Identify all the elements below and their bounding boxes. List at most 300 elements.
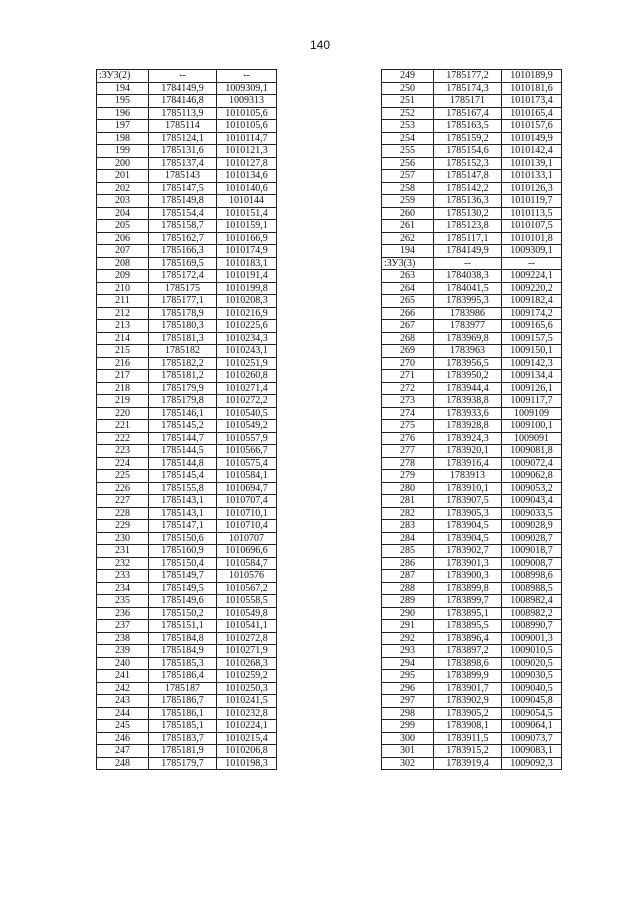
y-coordinate-cell: 1009313 bbox=[217, 95, 277, 108]
table-row bbox=[382, 307, 562, 320]
y-coordinate-cell: 1008982,2 bbox=[502, 607, 562, 620]
table-row bbox=[382, 432, 562, 445]
point-number-cell: 298 bbox=[382, 707, 434, 720]
point-number-cell: 223 bbox=[97, 445, 149, 458]
x-coordinate-cell: 1783916,4 bbox=[434, 457, 502, 470]
x-coordinate-cell: 1783905,2 bbox=[434, 707, 502, 720]
x-coordinate-cell: 1785166,3 bbox=[149, 245, 217, 258]
y-coordinate-cell: 1009053,2 bbox=[502, 482, 562, 495]
y-coordinate-cell: 1009220,2 bbox=[502, 282, 562, 295]
table-row bbox=[382, 482, 562, 495]
x-coordinate-cell: 1785150,4 bbox=[149, 557, 217, 570]
point-number-cell: 294 bbox=[382, 657, 434, 670]
y-coordinate-cell: 1009028,9 bbox=[502, 520, 562, 533]
point-number-cell: 279 bbox=[382, 470, 434, 483]
y-coordinate-cell: 1010159,1 bbox=[217, 220, 277, 233]
table-row bbox=[97, 382, 277, 395]
y-coordinate-cell: 1009100,1 bbox=[502, 420, 562, 433]
point-number-cell: 230 bbox=[97, 532, 149, 545]
x-coordinate-cell: 1785179,9 bbox=[149, 382, 217, 395]
point-number-cell: 270 bbox=[382, 357, 434, 370]
point-number-cell: 215 bbox=[97, 345, 149, 358]
table-row bbox=[382, 282, 562, 295]
x-coordinate-cell: 1783907,5 bbox=[434, 495, 502, 508]
point-number-cell: 295 bbox=[382, 670, 434, 683]
y-coordinate-cell: 1010225,6 bbox=[217, 320, 277, 333]
point-number-cell: 289 bbox=[382, 595, 434, 608]
x-coordinate-cell: 1783928,8 bbox=[434, 420, 502, 433]
table-row bbox=[382, 545, 562, 558]
point-number-cell: 209 bbox=[97, 270, 149, 283]
x-coordinate-cell: 1783910,1 bbox=[434, 482, 502, 495]
x-coordinate-cell: 1785143 bbox=[149, 170, 217, 183]
table-row bbox=[97, 182, 277, 195]
y-coordinate-cell: 1009018,7 bbox=[502, 545, 562, 558]
table-row bbox=[97, 420, 277, 433]
point-number-cell: 284 bbox=[382, 532, 434, 545]
table-row bbox=[97, 70, 277, 83]
y-coordinate-cell: 1010250,3 bbox=[217, 682, 277, 695]
table-row bbox=[382, 382, 562, 395]
x-coordinate-cell: 1783899,8 bbox=[434, 582, 502, 595]
y-coordinate-cell: 1010243,1 bbox=[217, 345, 277, 358]
table-row bbox=[97, 295, 277, 308]
point-number-cell: 257 bbox=[382, 170, 434, 183]
table-row bbox=[382, 220, 562, 233]
x-coordinate-cell: 1785130,2 bbox=[434, 207, 502, 220]
point-number-cell: 247 bbox=[97, 745, 149, 758]
table-row bbox=[382, 532, 562, 545]
y-coordinate-cell: 1009030,5 bbox=[502, 670, 562, 683]
page-number: 140 bbox=[309, 38, 331, 52]
x-coordinate-cell: 1783904,5 bbox=[434, 520, 502, 533]
x-coordinate-cell: 1785152,3 bbox=[434, 157, 502, 170]
x-coordinate-cell: -- bbox=[434, 257, 502, 270]
point-number-cell: 210 bbox=[97, 282, 149, 295]
point-number-cell: 278 bbox=[382, 457, 434, 470]
x-coordinate-cell: 1783897,2 bbox=[434, 645, 502, 658]
y-coordinate-cell: 1010710,1 bbox=[217, 507, 277, 520]
y-coordinate-cell: 1008998,6 bbox=[502, 570, 562, 583]
point-number-cell: 198 bbox=[97, 132, 149, 145]
x-coordinate-cell: 1785167,4 bbox=[434, 107, 502, 120]
table-row bbox=[97, 307, 277, 320]
point-number-cell: 228 bbox=[97, 507, 149, 520]
point-number-cell: 280 bbox=[382, 482, 434, 495]
point-number-cell: 232 bbox=[97, 557, 149, 570]
table-row bbox=[97, 82, 277, 95]
y-coordinate-cell: 1009150,1 bbox=[502, 345, 562, 358]
x-coordinate-cell: 1784149,9 bbox=[434, 245, 502, 258]
x-coordinate-cell: 1785142,2 bbox=[434, 182, 502, 195]
x-coordinate-cell: 1785150,2 bbox=[149, 607, 217, 620]
table-row bbox=[382, 620, 562, 633]
x-coordinate-cell: 1785143,1 bbox=[149, 507, 217, 520]
x-coordinate-cell: 1785147,1 bbox=[149, 520, 217, 533]
point-number-cell: 285 bbox=[382, 545, 434, 558]
point-number-cell: 206 bbox=[97, 232, 149, 245]
coordinates-table-left bbox=[96, 69, 277, 770]
x-coordinate-cell: 1783901,3 bbox=[434, 557, 502, 570]
y-coordinate-cell: 1010224,1 bbox=[217, 720, 277, 733]
table-row bbox=[382, 495, 562, 508]
x-coordinate-cell: 1783995,3 bbox=[434, 295, 502, 308]
table-row bbox=[97, 495, 277, 508]
y-coordinate-cell: 1010142,4 bbox=[502, 145, 562, 158]
x-coordinate-cell: 1785186,4 bbox=[149, 670, 217, 683]
x-coordinate-cell: 1783904,5 bbox=[434, 532, 502, 545]
x-coordinate-cell: 1785169,5 bbox=[149, 257, 217, 270]
y-coordinate-cell: 1010127,8 bbox=[217, 157, 277, 170]
table-row bbox=[97, 720, 277, 733]
y-coordinate-cell: 1009182,4 bbox=[502, 295, 562, 308]
y-coordinate-cell: 1010166,9 bbox=[217, 232, 277, 245]
section-label-cell: :ЗУ3(2) bbox=[97, 70, 149, 83]
y-coordinate-cell: 1010558,5 bbox=[217, 595, 277, 608]
table-row bbox=[382, 570, 562, 583]
y-coordinate-cell: 1010234,3 bbox=[217, 332, 277, 345]
x-coordinate-cell: 1785179,7 bbox=[149, 757, 217, 770]
table-row bbox=[97, 482, 277, 495]
table-row bbox=[97, 120, 277, 133]
x-coordinate-cell: 1785150,6 bbox=[149, 532, 217, 545]
section-label-cell: :ЗУ3(3) bbox=[382, 257, 434, 270]
table-row bbox=[97, 645, 277, 658]
x-coordinate-cell: 1783986 bbox=[434, 307, 502, 320]
point-number-cell: 194 bbox=[97, 82, 149, 95]
table-row bbox=[382, 295, 562, 308]
table-row bbox=[382, 445, 562, 458]
table-row bbox=[382, 245, 562, 258]
x-coordinate-cell: 1785151,1 bbox=[149, 620, 217, 633]
point-number-cell: 272 bbox=[382, 382, 434, 395]
point-number-cell: 242 bbox=[97, 682, 149, 695]
y-coordinate-cell: 1010113,5 bbox=[502, 207, 562, 220]
table-row bbox=[382, 357, 562, 370]
x-coordinate-cell: 1785123,8 bbox=[434, 220, 502, 233]
point-number-cell: 249 bbox=[382, 70, 434, 83]
x-coordinate-cell: 1785114 bbox=[149, 120, 217, 133]
y-coordinate-cell: 1010165,4 bbox=[502, 107, 562, 120]
table-row bbox=[382, 595, 562, 608]
table-row bbox=[97, 545, 277, 558]
point-number-cell: 222 bbox=[97, 432, 149, 445]
point-number-cell: 264 bbox=[382, 282, 434, 295]
x-coordinate-cell: 1785184,8 bbox=[149, 632, 217, 645]
y-coordinate-cell: 1010271,4 bbox=[217, 382, 277, 395]
y-coordinate-cell: 1010134,6 bbox=[217, 170, 277, 183]
y-coordinate-cell: 1010133,1 bbox=[502, 170, 562, 183]
point-number-cell: 227 bbox=[97, 495, 149, 508]
y-coordinate-cell: 1010710,4 bbox=[217, 520, 277, 533]
x-coordinate-cell: 1783905,3 bbox=[434, 507, 502, 520]
x-coordinate-cell: 1783944,4 bbox=[434, 382, 502, 395]
y-coordinate-cell: 1009224,1 bbox=[502, 270, 562, 283]
table-row bbox=[97, 745, 277, 758]
table-row bbox=[97, 595, 277, 608]
y-coordinate-cell: 1010107,5 bbox=[502, 220, 562, 233]
y-coordinate-cell: 1010199,8 bbox=[217, 282, 277, 295]
y-coordinate-cell: 1010707 bbox=[217, 532, 277, 545]
y-coordinate-cell: 1010181,6 bbox=[502, 82, 562, 95]
y-coordinate-cell: 1009165,6 bbox=[502, 320, 562, 333]
y-coordinate-cell: 1010183,1 bbox=[217, 257, 277, 270]
x-coordinate-cell: 1785154,4 bbox=[149, 207, 217, 220]
y-coordinate-cell: 1010584,1 bbox=[217, 470, 277, 483]
table-row bbox=[97, 757, 277, 770]
table-row bbox=[382, 82, 562, 95]
y-coordinate-cell: 1009001,3 bbox=[502, 632, 562, 645]
point-number-cell: 290 bbox=[382, 607, 434, 620]
x-coordinate-cell: 1785186,1 bbox=[149, 707, 217, 720]
table-row bbox=[382, 695, 562, 708]
point-number-cell: 236 bbox=[97, 607, 149, 620]
point-number-cell: 225 bbox=[97, 470, 149, 483]
point-number-cell: 237 bbox=[97, 620, 149, 633]
point-number-cell: 235 bbox=[97, 595, 149, 608]
y-coordinate-cell: 1010549,8 bbox=[217, 607, 277, 620]
table-row bbox=[382, 557, 562, 570]
x-coordinate-cell: 1785182 bbox=[149, 345, 217, 358]
point-number-cell: 286 bbox=[382, 557, 434, 570]
table-row bbox=[97, 620, 277, 633]
y-coordinate-cell: 1009010,5 bbox=[502, 645, 562, 658]
x-coordinate-cell: 1783913 bbox=[434, 470, 502, 483]
point-number-cell: 214 bbox=[97, 332, 149, 345]
x-coordinate-cell: 1785181,2 bbox=[149, 370, 217, 383]
y-coordinate-cell: 1009008,7 bbox=[502, 557, 562, 570]
x-coordinate-cell: 1783919,4 bbox=[434, 757, 502, 770]
table-row bbox=[97, 207, 277, 220]
table-row bbox=[97, 170, 277, 183]
y-coordinate-cell: 1010567,2 bbox=[217, 582, 277, 595]
x-coordinate-cell: 1785145,2 bbox=[149, 420, 217, 433]
x-coordinate-cell: 1785143,1 bbox=[149, 495, 217, 508]
table-row bbox=[97, 145, 277, 158]
point-number-cell: 221 bbox=[97, 420, 149, 433]
point-number-cell: 274 bbox=[382, 407, 434, 420]
x-coordinate-cell: 1783895,1 bbox=[434, 607, 502, 620]
x-coordinate-cell: 1783896,4 bbox=[434, 632, 502, 645]
point-number-cell: 251 bbox=[382, 95, 434, 108]
x-coordinate-cell: 1785149,6 bbox=[149, 595, 217, 608]
point-number-cell: 203 bbox=[97, 195, 149, 208]
point-number-cell: 234 bbox=[97, 582, 149, 595]
table-row bbox=[97, 107, 277, 120]
x-coordinate-cell: 1783901,7 bbox=[434, 682, 502, 695]
table-row bbox=[382, 670, 562, 683]
y-coordinate-cell: 1010101,8 bbox=[502, 232, 562, 245]
y-coordinate-cell: 1010191,4 bbox=[217, 270, 277, 283]
y-coordinate-cell: 1010105,6 bbox=[217, 107, 277, 120]
table-row bbox=[97, 370, 277, 383]
y-coordinate-cell: 1009064,1 bbox=[502, 720, 562, 733]
y-coordinate-cell: 1010696,6 bbox=[217, 545, 277, 558]
y-coordinate-cell: 1010157,6 bbox=[502, 120, 562, 133]
x-coordinate-cell: 1783938,8 bbox=[434, 395, 502, 408]
x-coordinate-cell: 1785147,5 bbox=[149, 182, 217, 195]
y-coordinate-cell: 1010272,8 bbox=[217, 632, 277, 645]
y-coordinate-cell: 1009020,5 bbox=[502, 657, 562, 670]
y-coordinate-cell: 1009081,8 bbox=[502, 445, 562, 458]
x-coordinate-cell: 1783902,7 bbox=[434, 545, 502, 558]
point-number-cell: 205 bbox=[97, 220, 149, 233]
x-coordinate-cell: 1784038,3 bbox=[434, 270, 502, 283]
x-coordinate-cell: 1785175 bbox=[149, 282, 217, 295]
x-coordinate-cell: 1785181,9 bbox=[149, 745, 217, 758]
table-row bbox=[97, 707, 277, 720]
y-coordinate-cell: 1010576 bbox=[217, 570, 277, 583]
table-row bbox=[97, 407, 277, 420]
x-coordinate-cell: 1785171 bbox=[434, 95, 502, 108]
table-row bbox=[382, 95, 562, 108]
y-coordinate-cell: 1009033,5 bbox=[502, 507, 562, 520]
point-number-cell: 282 bbox=[382, 507, 434, 520]
table-row bbox=[382, 257, 562, 270]
y-coordinate-cell: 1009045,8 bbox=[502, 695, 562, 708]
x-coordinate-cell: 1783963 bbox=[434, 345, 502, 358]
y-coordinate-cell: 1010119,7 bbox=[502, 195, 562, 208]
y-coordinate-cell: 1009157,5 bbox=[502, 332, 562, 345]
x-coordinate-cell: 1784041,5 bbox=[434, 282, 502, 295]
table-row bbox=[382, 120, 562, 133]
point-number-cell: 194 bbox=[382, 245, 434, 258]
table-row bbox=[97, 632, 277, 645]
point-number-cell: 276 bbox=[382, 432, 434, 445]
y-coordinate-cell: 1010540,5 bbox=[217, 407, 277, 420]
point-number-cell: 211 bbox=[97, 295, 149, 308]
point-number-cell: 255 bbox=[382, 145, 434, 158]
y-coordinate-cell: 1009054,5 bbox=[502, 707, 562, 720]
point-number-cell: 244 bbox=[97, 707, 149, 720]
point-number-cell: 195 bbox=[97, 95, 149, 108]
table-row bbox=[382, 132, 562, 145]
point-number-cell: 220 bbox=[97, 407, 149, 420]
table-row bbox=[382, 507, 562, 520]
table-row bbox=[382, 682, 562, 695]
point-number-cell: 281 bbox=[382, 495, 434, 508]
point-number-cell: 204 bbox=[97, 207, 149, 220]
y-coordinate-cell: 1010541,1 bbox=[217, 620, 277, 633]
table-row bbox=[382, 320, 562, 333]
point-number-cell: 240 bbox=[97, 657, 149, 670]
y-coordinate-cell: 1009083,1 bbox=[502, 745, 562, 758]
point-number-cell: 250 bbox=[382, 82, 434, 95]
point-number-cell: 302 bbox=[382, 757, 434, 770]
x-coordinate-cell: 1785182,2 bbox=[149, 357, 217, 370]
x-coordinate-cell: 1785183,7 bbox=[149, 732, 217, 745]
table-row bbox=[382, 607, 562, 620]
point-number-cell: 288 bbox=[382, 582, 434, 595]
table-row bbox=[97, 557, 277, 570]
point-number-cell: 252 bbox=[382, 107, 434, 120]
x-coordinate-cell: 1785144,5 bbox=[149, 445, 217, 458]
point-number-cell: 261 bbox=[382, 220, 434, 233]
x-coordinate-cell: 1785185,3 bbox=[149, 657, 217, 670]
table-row bbox=[382, 457, 562, 470]
y-coordinate-cell: -- bbox=[502, 257, 562, 270]
x-coordinate-cell: 1785180,3 bbox=[149, 320, 217, 333]
point-number-cell: 208 bbox=[97, 257, 149, 270]
point-number-cell: 200 bbox=[97, 157, 149, 170]
table-row bbox=[382, 145, 562, 158]
point-number-cell: 266 bbox=[382, 307, 434, 320]
y-coordinate-cell: 1009092,3 bbox=[502, 757, 562, 770]
table-row bbox=[382, 370, 562, 383]
table-row bbox=[97, 245, 277, 258]
y-coordinate-cell: 1009073,7 bbox=[502, 732, 562, 745]
table-row bbox=[97, 357, 277, 370]
point-number-cell: 271 bbox=[382, 370, 434, 383]
table-row bbox=[382, 732, 562, 745]
x-coordinate-cell: 1785185,1 bbox=[149, 720, 217, 733]
point-number-cell: 207 bbox=[97, 245, 149, 258]
table-row bbox=[97, 457, 277, 470]
y-coordinate-cell: 1010584,7 bbox=[217, 557, 277, 570]
point-number-cell: 218 bbox=[97, 382, 149, 395]
x-coordinate-cell: 1783898,6 bbox=[434, 657, 502, 670]
table-row bbox=[97, 270, 277, 283]
point-number-cell: 239 bbox=[97, 645, 149, 658]
table-row bbox=[97, 657, 277, 670]
point-number-cell: 199 bbox=[97, 145, 149, 158]
table-row bbox=[97, 95, 277, 108]
point-number-cell: 233 bbox=[97, 570, 149, 583]
y-coordinate-cell: 1010259,2 bbox=[217, 670, 277, 683]
x-coordinate-cell: 1785184,9 bbox=[149, 645, 217, 658]
point-number-cell: 262 bbox=[382, 232, 434, 245]
point-number-cell: 197 bbox=[97, 120, 149, 133]
point-number-cell: 273 bbox=[382, 395, 434, 408]
x-coordinate-cell: 1783933,6 bbox=[434, 407, 502, 420]
x-coordinate-cell: 1783899,7 bbox=[434, 595, 502, 608]
point-number-cell: 219 bbox=[97, 395, 149, 408]
x-coordinate-cell: 1785146,1 bbox=[149, 407, 217, 420]
table-row bbox=[97, 220, 277, 233]
x-coordinate-cell: 1785158,7 bbox=[149, 220, 217, 233]
x-coordinate-cell: 1785144,8 bbox=[149, 457, 217, 470]
point-number-cell: 292 bbox=[382, 632, 434, 645]
x-coordinate-cell: 1785177,1 bbox=[149, 295, 217, 308]
point-number-cell: 267 bbox=[382, 320, 434, 333]
table-row bbox=[97, 670, 277, 683]
point-number-cell: 301 bbox=[382, 745, 434, 758]
point-number-cell: 283 bbox=[382, 520, 434, 533]
point-number-cell: 253 bbox=[382, 120, 434, 133]
x-coordinate-cell: 1783920,1 bbox=[434, 445, 502, 458]
table-row bbox=[382, 407, 562, 420]
point-number-cell: 277 bbox=[382, 445, 434, 458]
x-coordinate-cell: 1785177,2 bbox=[434, 70, 502, 83]
table-row bbox=[97, 607, 277, 620]
y-coordinate-cell: 1010208,3 bbox=[217, 295, 277, 308]
point-number-cell: 202 bbox=[97, 182, 149, 195]
table-row bbox=[382, 107, 562, 120]
table-row bbox=[97, 257, 277, 270]
table-row bbox=[97, 695, 277, 708]
y-coordinate-cell: 1010271,9 bbox=[217, 645, 277, 658]
x-coordinate-cell: 1784146,8 bbox=[149, 95, 217, 108]
table-row bbox=[97, 132, 277, 145]
y-coordinate-cell: 1009309,1 bbox=[502, 245, 562, 258]
y-coordinate-cell: 1010268,3 bbox=[217, 657, 277, 670]
x-coordinate-cell: 1785174,3 bbox=[434, 82, 502, 95]
x-coordinate-cell: 1783950,2 bbox=[434, 370, 502, 383]
table-row bbox=[382, 657, 562, 670]
point-number-cell: 248 bbox=[97, 757, 149, 770]
point-number-cell: 268 bbox=[382, 332, 434, 345]
table-row bbox=[382, 70, 562, 83]
